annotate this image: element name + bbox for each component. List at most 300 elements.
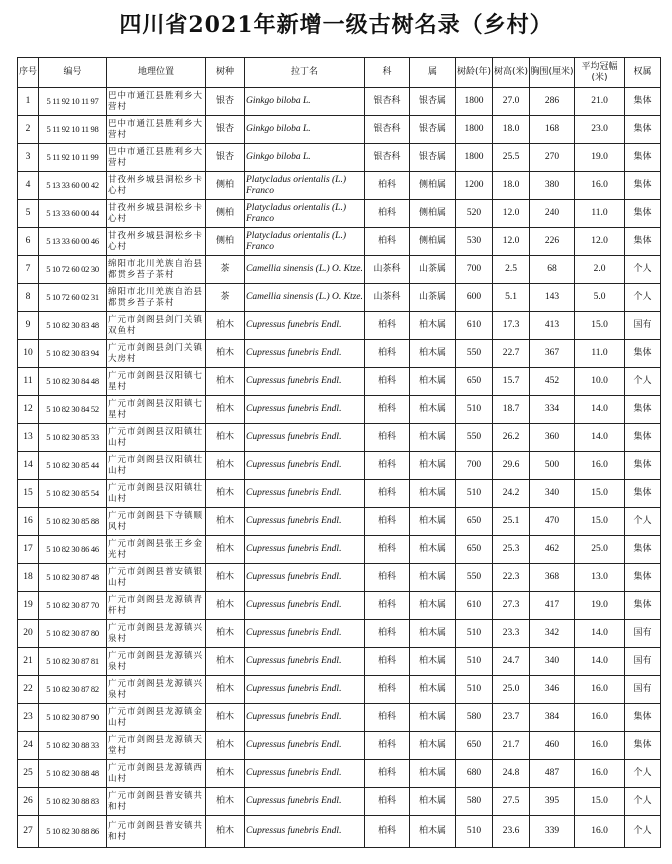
cell-crown: 13.0: [575, 564, 625, 592]
cell-height: 24.2: [493, 480, 530, 508]
cell-family: 柏科: [365, 172, 410, 200]
table-row: [18, 116, 661, 144]
table-row: [18, 172, 661, 200]
cell-ownership: 国有: [625, 620, 661, 648]
table-row: [18, 368, 661, 396]
cell-latin-name: Cupressus funebris Endl.: [245, 816, 365, 848]
cell-girth: 68: [530, 256, 575, 284]
cell-height: 18.0: [493, 172, 530, 200]
cell-family: 柏科: [365, 368, 410, 396]
cell-code: 5 10 82 30 83 94: [39, 340, 107, 368]
cell-index: 15: [18, 480, 39, 508]
cell-ownership: 个人: [625, 788, 661, 816]
table-row: [18, 676, 661, 704]
cell-species: 侧柏: [206, 228, 245, 256]
cell-species: 柏木: [206, 732, 245, 760]
cell-family: 山茶科: [365, 284, 410, 312]
cell-height: 23.6: [493, 816, 530, 848]
cell-index: 25: [18, 760, 39, 788]
cell-location: 甘孜州乡城县洞松乡卡心村: [107, 200, 206, 228]
cell-height: 25.5: [493, 144, 530, 172]
cell-latin-name: Ginkgo biloba L.: [245, 88, 365, 116]
cell-girth: 395: [530, 788, 575, 816]
cell-code: 5 10 72 60 02 30: [39, 256, 107, 284]
cell-crown: 14.0: [575, 424, 625, 452]
cell-index: 6: [18, 228, 39, 256]
cell-girth: 270: [530, 144, 575, 172]
cell-code: 5 13 33 60 00 42: [39, 172, 107, 200]
cell-latin-name: Cupressus funebris Endl.: [245, 564, 365, 592]
cell-age: 550: [456, 564, 493, 592]
cell-girth: 417: [530, 592, 575, 620]
cell-height: 2.5: [493, 256, 530, 284]
cell-location: 广元市剑阁县汉阳镇七星村: [107, 368, 206, 396]
cell-age: 700: [456, 256, 493, 284]
cell-location: 甘孜州乡城县洞松乡卡心村: [107, 172, 206, 200]
cell-index: 5: [18, 200, 39, 228]
cell-family: 柏科: [365, 564, 410, 592]
cell-genus: 柏木属: [410, 452, 456, 480]
table-row: [18, 620, 661, 648]
cell-height: 23.7: [493, 704, 530, 732]
cell-index: 11: [18, 368, 39, 396]
cell-code: 5 10 82 30 87 90: [39, 704, 107, 732]
table-row: [18, 284, 661, 312]
cell-family: 柏科: [365, 396, 410, 424]
cell-index: 27: [18, 816, 39, 848]
cell-code: 5 10 82 30 87 82: [39, 676, 107, 704]
cell-species: 柏木: [206, 620, 245, 648]
table-row: [18, 200, 661, 228]
cell-age: 650: [456, 536, 493, 564]
cell-code: 5 10 82 30 85 33: [39, 424, 107, 452]
cell-ownership: 集体: [625, 88, 661, 116]
cell-family: 柏科: [365, 648, 410, 676]
cell-genus: 山茶属: [410, 256, 456, 284]
cell-age: 510: [456, 648, 493, 676]
cell-girth: 226: [530, 228, 575, 256]
cell-crown: 11.0: [575, 340, 625, 368]
cell-crown: 11.0: [575, 200, 625, 228]
cell-age: 680: [456, 760, 493, 788]
cell-code: 5 10 82 30 85 44: [39, 452, 107, 480]
cell-genus: 柏木属: [410, 760, 456, 788]
cell-latin-name: Cupressus funebris Endl.: [245, 788, 365, 816]
cell-genus: 柏木属: [410, 676, 456, 704]
cell-latin-name: Platycladus orientalis (L.) Franco: [245, 172, 365, 200]
cell-genus: 银杏属: [410, 116, 456, 144]
cell-age: 1800: [456, 144, 493, 172]
cell-latin-name: Camellia sinensis (L.) O. Ktze.: [245, 256, 365, 284]
table-row: [18, 228, 661, 256]
cell-index: 17: [18, 536, 39, 564]
cell-location: 广元市剑阁县龙源镇西山村: [107, 760, 206, 788]
header-species: 树种: [206, 58, 245, 88]
cell-height: 25.3: [493, 536, 530, 564]
cell-age: 510: [456, 396, 493, 424]
cell-code: 5 10 72 60 02 31: [39, 284, 107, 312]
cell-crown: 15.0: [575, 312, 625, 340]
cell-species: 柏木: [206, 340, 245, 368]
cell-index: 19: [18, 592, 39, 620]
cell-ownership: 个人: [625, 368, 661, 396]
cell-latin-name: Cupressus funebris Endl.: [245, 536, 365, 564]
cell-code: 5 10 82 30 85 88: [39, 508, 107, 536]
cell-age: 700: [456, 452, 493, 480]
cell-code: 5 10 82 30 87 80: [39, 620, 107, 648]
cell-genus: 柏木属: [410, 396, 456, 424]
cell-height: 22.7: [493, 340, 530, 368]
table-row: [18, 88, 661, 116]
cell-index: 20: [18, 620, 39, 648]
cell-location: 广元市剑阁县剑门关镇双鱼村: [107, 312, 206, 340]
cell-ownership: 集体: [625, 480, 661, 508]
cell-height: 27.0: [493, 88, 530, 116]
cell-latin-name: Cupressus funebris Endl.: [245, 396, 365, 424]
cell-height: 23.3: [493, 620, 530, 648]
cell-latin-name: Cupressus funebris Endl.: [245, 592, 365, 620]
cell-crown: 15.0: [575, 508, 625, 536]
cell-genus: 侧柏属: [410, 172, 456, 200]
cell-species: 柏木: [206, 536, 245, 564]
cell-species: 柏木: [206, 452, 245, 480]
cell-location: 广元市剑阁县汉阳镇壮山村: [107, 480, 206, 508]
header-index: 序号: [18, 58, 39, 88]
table-row: [18, 816, 661, 848]
cell-ownership: 国有: [625, 648, 661, 676]
cell-location: 巴中市通江县胜利乡大营村: [107, 144, 206, 172]
table-row: [18, 592, 661, 620]
cell-ownership: 集体: [625, 200, 661, 228]
cell-latin-name: Cupressus funebris Endl.: [245, 620, 365, 648]
cell-age: 550: [456, 424, 493, 452]
cell-latin-name: Cupressus funebris Endl.: [245, 424, 365, 452]
cell-genus: 柏木属: [410, 592, 456, 620]
cell-family: 柏科: [365, 312, 410, 340]
cell-crown: 14.0: [575, 396, 625, 424]
cell-family: 柏科: [365, 452, 410, 480]
header-genus: 属: [410, 58, 456, 88]
cell-code: 5 10 82 30 84 52: [39, 396, 107, 424]
cell-girth: 384: [530, 704, 575, 732]
cell-latin-name: Cupressus funebris Endl.: [245, 340, 365, 368]
cell-location: 广元市剑阁县汉阳镇壮山村: [107, 452, 206, 480]
cell-genus: 柏木属: [410, 788, 456, 816]
cell-genus: 柏木属: [410, 704, 456, 732]
cell-age: 510: [456, 480, 493, 508]
table-row: [18, 788, 661, 816]
cell-species: 银杏: [206, 88, 245, 116]
cell-family: 柏科: [365, 340, 410, 368]
cell-index: 23: [18, 704, 39, 732]
cell-latin-name: Cupressus funebris Endl.: [245, 480, 365, 508]
cell-location: 广元市剑阁县张王乡金光村: [107, 536, 206, 564]
cell-height: 27.3: [493, 592, 530, 620]
cell-index: 1: [18, 88, 39, 116]
cell-girth: 346: [530, 676, 575, 704]
cell-latin-name: Platycladus orientalis (L.) Franco: [245, 228, 365, 256]
table-row: [18, 340, 661, 368]
cell-crown: 25.0: [575, 536, 625, 564]
cell-girth: 340: [530, 648, 575, 676]
table-row: [18, 732, 661, 760]
cell-code: 5 10 82 30 84 48: [39, 368, 107, 396]
cell-girth: 339: [530, 816, 575, 848]
cell-age: 580: [456, 704, 493, 732]
cell-girth: 168: [530, 116, 575, 144]
cell-height: 18.7: [493, 396, 530, 424]
cell-latin-name: Cupressus funebris Endl.: [245, 508, 365, 536]
cell-species: 柏木: [206, 816, 245, 848]
cell-location: 广元市剑阁县龙源镇金山村: [107, 704, 206, 732]
cell-code: 5 10 82 30 88 83: [39, 788, 107, 816]
cell-species: 柏木: [206, 648, 245, 676]
cell-girth: 470: [530, 508, 575, 536]
cell-location: 广元市剑阁县龙源镇天堂村: [107, 732, 206, 760]
cell-family: 柏科: [365, 200, 410, 228]
cell-genus: 银杏属: [410, 88, 456, 116]
header-latin-name: 拉丁名: [245, 58, 365, 88]
header-code: 编号: [39, 58, 107, 88]
cell-genus: 柏木属: [410, 564, 456, 592]
cell-crown: 12.0: [575, 228, 625, 256]
cell-age: 550: [456, 340, 493, 368]
cell-age: 650: [456, 508, 493, 536]
cell-age: 530: [456, 228, 493, 256]
cell-genus: 柏木属: [410, 816, 456, 848]
cell-latin-name: Platycladus orientalis (L.) Franco: [245, 200, 365, 228]
cell-family: 柏科: [365, 620, 410, 648]
cell-index: 13: [18, 424, 39, 452]
cell-code: 5 10 82 30 87 70: [39, 592, 107, 620]
cell-genus: 柏木属: [410, 340, 456, 368]
cell-age: 650: [456, 368, 493, 396]
cell-ownership: 国有: [625, 312, 661, 340]
cell-species: 柏木: [206, 704, 245, 732]
cell-genus: 柏木属: [410, 732, 456, 760]
cell-ownership: 集体: [625, 564, 661, 592]
cell-crown: 16.0: [575, 760, 625, 788]
cell-family: 柏科: [365, 732, 410, 760]
cell-location: 广元市剑阁县龙源镇青杆村: [107, 592, 206, 620]
cell-index: 7: [18, 256, 39, 284]
cell-crown: 16.0: [575, 816, 625, 848]
cell-location: 广元市剑阁县汉阳镇七星村: [107, 396, 206, 424]
cell-ownership: 集体: [625, 172, 661, 200]
cell-age: 600: [456, 284, 493, 312]
cell-crown: 15.0: [575, 788, 625, 816]
cell-index: 18: [18, 564, 39, 592]
cell-girth: 342: [530, 620, 575, 648]
cell-species: 柏木: [206, 396, 245, 424]
cell-latin-name: Cupressus funebris Endl.: [245, 368, 365, 396]
cell-location: 广元市剑阁县普安镇共和村: [107, 816, 206, 848]
cell-genus: 柏木属: [410, 620, 456, 648]
cell-index: 22: [18, 676, 39, 704]
cell-crown: 16.0: [575, 676, 625, 704]
cell-latin-name: Cupressus funebris Endl.: [245, 760, 365, 788]
cell-index: 4: [18, 172, 39, 200]
cell-ownership: 集体: [625, 144, 661, 172]
cell-girth: 368: [530, 564, 575, 592]
cell-location: 绵阳市北川羌族自治县都贯乡苔子茶村: [107, 284, 206, 312]
cell-latin-name: Ginkgo biloba L.: [245, 144, 365, 172]
cell-crown: 21.0: [575, 88, 625, 116]
cell-family: 柏科: [365, 704, 410, 732]
cell-ownership: 集体: [625, 396, 661, 424]
cell-age: 520: [456, 200, 493, 228]
cell-genus: 山茶属: [410, 284, 456, 312]
table-row: [18, 480, 661, 508]
cell-ownership: 个人: [625, 816, 661, 848]
cell-family: 银杏科: [365, 116, 410, 144]
cell-genus: 侧柏属: [410, 228, 456, 256]
cell-height: 24.7: [493, 648, 530, 676]
cell-crown: 16.0: [575, 704, 625, 732]
cell-family: 银杏科: [365, 144, 410, 172]
table-row: [18, 144, 661, 172]
cell-age: 580: [456, 788, 493, 816]
cell-index: 14: [18, 452, 39, 480]
cell-latin-name: Camellia sinensis (L.) O. Ktze.: [245, 284, 365, 312]
cell-location: 广元市剑阁县普安镇银山村: [107, 564, 206, 592]
cell-index: 8: [18, 284, 39, 312]
cell-genus: 柏木属: [410, 312, 456, 340]
cell-girth: 360: [530, 424, 575, 452]
cell-girth: 413: [530, 312, 575, 340]
cell-crown: 10.0: [575, 368, 625, 396]
header-height: 树高(米): [493, 58, 530, 88]
cell-species: 柏木: [206, 676, 245, 704]
cell-species: 银杏: [206, 116, 245, 144]
cell-height: 12.0: [493, 200, 530, 228]
cell-girth: 452: [530, 368, 575, 396]
cell-latin-name: Cupressus funebris Endl.: [245, 676, 365, 704]
cell-genus: 侧柏属: [410, 200, 456, 228]
cell-age: 510: [456, 816, 493, 848]
cell-ownership: 集体: [625, 704, 661, 732]
cell-family: 柏科: [365, 788, 410, 816]
cell-location: 广元市剑阁县龙源镇兴泉村: [107, 648, 206, 676]
cell-latin-name: Cupressus funebris Endl.: [245, 452, 365, 480]
cell-ownership: 集体: [625, 592, 661, 620]
cell-girth: 286: [530, 88, 575, 116]
cell-latin-name: Ginkgo biloba L.: [245, 116, 365, 144]
cell-crown: 5.0: [575, 284, 625, 312]
table-row: [18, 704, 661, 732]
cell-girth: 240: [530, 200, 575, 228]
cell-crown: 23.0: [575, 116, 625, 144]
cell-code: 5 11 92 10 11 97: [39, 88, 107, 116]
cell-index: 16: [18, 508, 39, 536]
cell-location: 广元市剑阁县龙源镇兴泉村: [107, 676, 206, 704]
cell-height: 22.3: [493, 564, 530, 592]
cell-code: 5 11 92 10 11 99: [39, 144, 107, 172]
cell-code: 5 10 82 30 87 81: [39, 648, 107, 676]
cell-family: 柏科: [365, 508, 410, 536]
cell-family: 柏科: [365, 816, 410, 848]
cell-family: 柏科: [365, 676, 410, 704]
cell-family: 柏科: [365, 424, 410, 452]
cell-latin-name: Cupressus funebris Endl.: [245, 704, 365, 732]
cell-code: 5 10 82 30 88 86: [39, 816, 107, 848]
cell-index: 12: [18, 396, 39, 424]
cell-index: 26: [18, 788, 39, 816]
table-row: [18, 312, 661, 340]
cell-code: 5 10 82 30 85 54: [39, 480, 107, 508]
cell-genus: 柏木属: [410, 368, 456, 396]
cell-family: 柏科: [365, 536, 410, 564]
table-row: [18, 508, 661, 536]
cell-height: 27.5: [493, 788, 530, 816]
cell-height: 25.0: [493, 676, 530, 704]
cell-family: 柏科: [365, 760, 410, 788]
cell-family: 银杏科: [365, 88, 410, 116]
cell-age: 650: [456, 732, 493, 760]
cell-height: 5.1: [493, 284, 530, 312]
cell-height: 12.0: [493, 228, 530, 256]
cell-ownership: 集体: [625, 732, 661, 760]
cell-genus: 柏木属: [410, 508, 456, 536]
cell-code: 5 10 82 30 87 48: [39, 564, 107, 592]
cell-ownership: 集体: [625, 424, 661, 452]
cell-family: 山茶科: [365, 256, 410, 284]
cell-crown: 2.0: [575, 256, 625, 284]
cell-code: 5 10 82 30 86 46: [39, 536, 107, 564]
cell-species: 柏木: [206, 368, 245, 396]
cell-latin-name: Cupressus funebris Endl.: [245, 732, 365, 760]
cell-ownership: 国有: [625, 676, 661, 704]
cell-genus: 柏木属: [410, 424, 456, 452]
cell-age: 1800: [456, 88, 493, 116]
cell-location: 广元市剑阁县下寺镇顺风村: [107, 508, 206, 536]
cell-height: 25.1: [493, 508, 530, 536]
cell-height: 18.0: [493, 116, 530, 144]
cell-index: 10: [18, 340, 39, 368]
cell-latin-name: Cupressus funebris Endl.: [245, 648, 365, 676]
cell-ownership: 集体: [625, 536, 661, 564]
header-crown: 平均冠幅(米): [575, 58, 625, 88]
cell-location: 广元市剑阁县汉阳镇壮山村: [107, 424, 206, 452]
table-row: [18, 256, 661, 284]
cell-species: 柏木: [206, 480, 245, 508]
cell-girth: 340: [530, 480, 575, 508]
cell-height: 17.3: [493, 312, 530, 340]
cell-index: 9: [18, 312, 39, 340]
cell-crown: 14.0: [575, 648, 625, 676]
cell-species: 柏木: [206, 312, 245, 340]
cell-age: 610: [456, 592, 493, 620]
cell-latin-name: Cupressus funebris Endl.: [245, 312, 365, 340]
cell-index: 21: [18, 648, 39, 676]
cell-age: 610: [456, 312, 493, 340]
cell-location: 广元市剑阁县剑门关镇大房村: [107, 340, 206, 368]
cell-species: 银杏: [206, 144, 245, 172]
cell-species: 茶: [206, 256, 245, 284]
header-location: 地理位置: [107, 58, 206, 88]
cell-age: 510: [456, 620, 493, 648]
cell-index: 24: [18, 732, 39, 760]
cell-crown: 16.0: [575, 172, 625, 200]
cell-index: 2: [18, 116, 39, 144]
cell-species: 柏木: [206, 592, 245, 620]
cell-species: 侧柏: [206, 172, 245, 200]
cell-genus: 柏木属: [410, 536, 456, 564]
cell-ownership: 集体: [625, 228, 661, 256]
cell-girth: 367: [530, 340, 575, 368]
cell-location: 甘孜州乡城县洞松乡卡心村: [107, 228, 206, 256]
cell-location: 巴中市通江县胜利乡大营村: [107, 88, 206, 116]
